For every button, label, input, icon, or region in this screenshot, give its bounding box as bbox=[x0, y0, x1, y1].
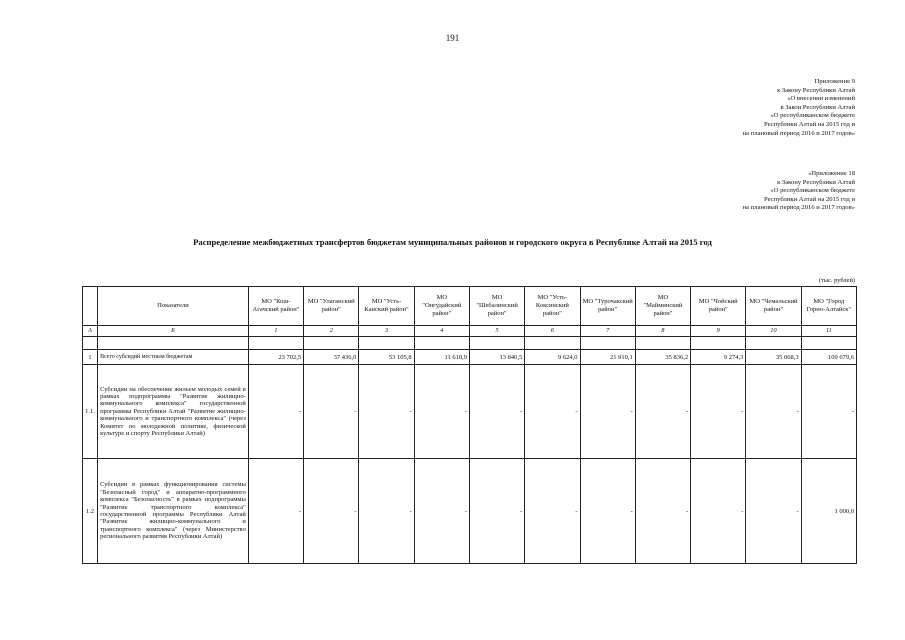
value-cell: - bbox=[580, 459, 635, 564]
row-label: Всего субсидий местным бюджетам bbox=[98, 350, 249, 365]
value-cell: - bbox=[248, 459, 303, 564]
value-cell: - bbox=[635, 459, 690, 564]
appendix-line: «Приложение 18 bbox=[808, 170, 855, 177]
value-cell: 13 840,5 bbox=[469, 350, 524, 365]
value-cell: 35 836,2 bbox=[635, 350, 690, 365]
value-cell: - bbox=[304, 459, 359, 564]
value-cell: - bbox=[359, 459, 414, 564]
spacer-row bbox=[83, 337, 857, 350]
value-cell: - bbox=[746, 459, 801, 564]
header-cell-code bbox=[83, 287, 98, 326]
appendix-line: на плановый период 2016 и 2017 годов» bbox=[742, 129, 855, 137]
appendix-line: «О республиканском бюджете bbox=[770, 112, 855, 120]
document-title: Распределение межбюджетных трансфертов бюджетам муниципальных районов и городского округа в Республике Алтай на 2015 год bbox=[193, 237, 712, 247]
header-cell-district: МО "Улаганский район" bbox=[304, 287, 359, 326]
row-code: 1 bbox=[83, 350, 98, 365]
appendix-line: «О республиканском бюджете bbox=[770, 187, 855, 195]
value-cell: - bbox=[414, 459, 469, 564]
index-cell: 8 bbox=[635, 326, 690, 337]
value-cell: - bbox=[469, 459, 524, 564]
page-number: 191 bbox=[445, 33, 460, 43]
value-cell: - bbox=[414, 365, 469, 459]
index-cell: 5 bbox=[469, 326, 524, 337]
appendix-line: в Закон Республики Алтай bbox=[780, 103, 855, 111]
table-row bbox=[83, 365, 857, 459]
index-cell: 6 bbox=[525, 326, 580, 337]
column-index-row bbox=[83, 326, 857, 337]
value-cell: 23 702,5 bbox=[248, 350, 303, 365]
header-cell-district: МО "Майминский район" bbox=[635, 287, 690, 326]
value-cell: 53 105,8 bbox=[359, 350, 414, 365]
index-cell: А bbox=[83, 326, 98, 337]
value-cell: - bbox=[304, 365, 359, 459]
value-cell: 37 436,0 bbox=[304, 350, 359, 365]
value-cell: - bbox=[580, 365, 635, 459]
index-cell: 1 bbox=[248, 326, 303, 337]
header-cell-district: МО "Шебалинский район" bbox=[469, 287, 524, 326]
row-label: Субсидии на обеспечение жильем молодых семей в рамках подпрограммы "Развитие жилищно-коммунального комплекса" государственной программы Республики Алтай "Развитие жилищно-коммунального и транспортного комплекса" (через Комитет по молодежной политике, физической культуре и спорту Республики Алтай) bbox=[98, 365, 249, 459]
header-cell-district: МО "Город Горно-Алтайск" bbox=[801, 287, 856, 326]
index-cell: 4 bbox=[414, 326, 469, 337]
header-cell-district: МО "Чемальский район" bbox=[746, 287, 801, 326]
value-cell: - bbox=[525, 459, 580, 564]
value-cell: - bbox=[469, 365, 524, 459]
header-cell-district: МО "Кош-Агачский район" bbox=[248, 287, 303, 326]
value-cell: - bbox=[359, 365, 414, 459]
row-label: Субсидии в рамках функционирования системы "Безопасный город" и аппаратно-программного комплекса "Безопасность" в рамках подпрограммы "Развитие транспортного комплекса" государственной программы Республики Алтай "Развитие жилищно-коммунального и транспортного комплекса" (через Министерство регионального развития Республики Алтай) bbox=[98, 459, 249, 564]
value-cell: 11 618,9 bbox=[414, 350, 469, 365]
index-cell: 3 bbox=[359, 326, 414, 337]
value-cell: - bbox=[801, 365, 856, 459]
header-cell-district: МО "Турочакский район" bbox=[580, 287, 635, 326]
value-cell: - bbox=[746, 365, 801, 459]
row-code: 1.1. bbox=[83, 365, 98, 459]
header-cell-indicator: Показатели bbox=[98, 287, 249, 326]
appendix-line: к Закону Республики Алтай bbox=[777, 178, 855, 186]
value-cell: - bbox=[635, 365, 690, 459]
appendix-9-header bbox=[743, 78, 855, 138]
appendix-line: Приложение 9 bbox=[814, 78, 855, 85]
appendix-line: Республики Алтай на 2015 год и bbox=[764, 120, 855, 128]
row-code: 1.2 bbox=[83, 459, 98, 564]
value-cell: - bbox=[525, 365, 580, 459]
value-cell: - bbox=[691, 459, 746, 564]
header-cell-district: МО "Онгудайский район" bbox=[414, 287, 469, 326]
index-cell: 9 bbox=[691, 326, 746, 337]
table-row bbox=[83, 459, 857, 564]
appendix-18-header bbox=[743, 170, 855, 213]
appendix-line: «О внесении изменений bbox=[787, 95, 855, 103]
header-cell-district: МО "Усть-Канский район" bbox=[359, 287, 414, 326]
table-header-row bbox=[83, 287, 857, 326]
appendix-line: к Закону Республики Алтай bbox=[777, 86, 855, 94]
index-cell: Б bbox=[98, 326, 249, 337]
value-cell: - bbox=[691, 365, 746, 459]
value-cell: 1 000,0 bbox=[801, 459, 856, 564]
appendix-line: на плановый период 2016 и 2017 годов» bbox=[742, 204, 855, 212]
index-cell: 7 bbox=[580, 326, 635, 337]
value-cell: - bbox=[248, 365, 303, 459]
header-cell-district: МО "Чойский район" bbox=[691, 287, 746, 326]
value-cell: 109 679,6 bbox=[801, 350, 856, 365]
units-label: (тыс. рублей) bbox=[818, 277, 855, 284]
index-cell: 10 bbox=[746, 326, 801, 337]
index-cell: 11 bbox=[801, 326, 856, 337]
transfers-table bbox=[82, 286, 857, 564]
header-cell-district: МО "Усть-Коксинский район" bbox=[525, 287, 580, 326]
value-cell: 9 274,3 bbox=[691, 350, 746, 365]
table-row-total bbox=[83, 350, 857, 365]
value-cell: 35 068,3 bbox=[746, 350, 801, 365]
value-cell: 21 910,1 bbox=[580, 350, 635, 365]
value-cell: 9 624,0 bbox=[525, 350, 580, 365]
appendix-line: Республики Алтай на 2015 год и bbox=[764, 195, 855, 203]
index-cell: 2 bbox=[304, 326, 359, 337]
